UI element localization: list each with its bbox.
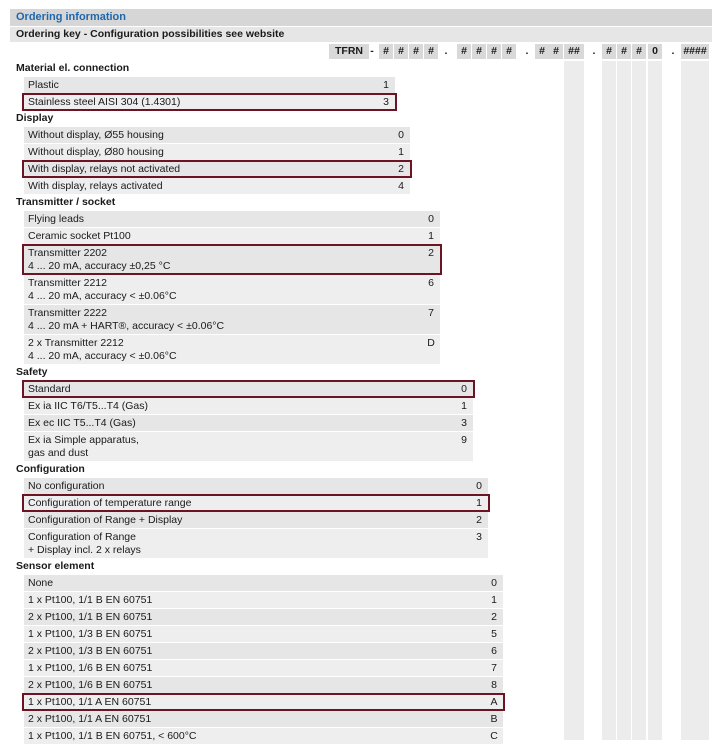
option-code: 6	[428, 277, 434, 289]
option-code: 3	[383, 96, 389, 108]
option-label: Without display, Ø80 housing	[28, 146, 164, 158]
option-code: 2	[491, 611, 497, 623]
option-row	[24, 575, 503, 591]
option-code: 1	[491, 594, 497, 606]
option-label: 2 x Pt100, 1/3 B EN 60751	[28, 645, 153, 657]
option-code: 0	[491, 577, 497, 589]
option-label: 1 x Pt100, 1/6 B EN 60751	[28, 662, 153, 674]
option-code: 6	[491, 645, 497, 657]
option-row	[24, 211, 440, 227]
option-row	[24, 77, 395, 93]
option-label-detail: + Display incl. 2 x relays	[28, 544, 141, 556]
option-label: With display, relays activated	[28, 180, 163, 192]
selected-option-highlight	[22, 693, 505, 711]
option-code: D	[427, 337, 435, 349]
option-label: 1 x Pt100, 1/1 B EN 60751, < 600°C	[28, 730, 197, 742]
option-label: Ex ia Simple apparatus,	[28, 434, 139, 446]
option-label: Transmitter 2222	[28, 307, 107, 319]
option-label: Flying leads	[28, 213, 85, 225]
option-label: Configuration of Range	[28, 531, 136, 543]
option-label: With display, relays not activated	[28, 163, 181, 175]
option-label: None	[28, 577, 54, 589]
option-label: 2 x Pt100, 1/1 B EN 60751	[28, 611, 153, 623]
option-label: 2 x Transmitter 2212	[28, 337, 124, 349]
ordering-key-placeholder: #	[398, 45, 404, 57]
section-title: Display	[16, 112, 54, 124]
ordering-key-separator: -	[370, 45, 374, 57]
option-label-detail: 4 ... 20 mA + HART®, accuracy < ±0.06°C	[28, 320, 225, 332]
option-code: 0	[461, 383, 467, 395]
option-code: 8	[491, 679, 497, 691]
option-code: C	[490, 730, 498, 742]
option-code: B	[490, 713, 498, 725]
option-label: Plastic	[28, 79, 59, 91]
ordering-key-placeholder: #	[491, 45, 497, 57]
option-code: 0	[476, 480, 482, 492]
selected-option-highlight	[22, 244, 442, 275]
option-code: 1	[476, 497, 482, 509]
option-code: 3	[461, 417, 467, 429]
selected-option-highlight	[22, 380, 475, 398]
option-code: 7	[428, 307, 434, 319]
ordering-key-placeholder: #	[476, 45, 482, 57]
ordering-key-placeholder: #	[383, 45, 389, 57]
option-label: 1 x Pt100, 1/3 B EN 60751	[28, 628, 153, 640]
option-label: No configuration	[28, 480, 105, 492]
option-code: 2	[398, 163, 404, 175]
option-label: Stainless steel AISI 304 (1.4301)	[28, 96, 181, 108]
ordering-key-placeholder: ##	[568, 45, 580, 57]
option-label: Configuration of temperature range	[28, 497, 192, 509]
ordering-key-separator: .	[525, 45, 529, 57]
option-code: 5	[491, 628, 497, 640]
option-code: 1	[398, 146, 404, 158]
ordering-key-placeholder: #	[636, 45, 642, 57]
ordering-key-placeholder: #	[461, 45, 467, 57]
selected-option-highlight	[22, 93, 397, 111]
ordering-key-placeholder: #	[553, 45, 559, 57]
ordering-key-column-stripe	[564, 61, 584, 740]
option-label: 2 x Pt100, 1/6 B EN 60751	[28, 679, 153, 691]
option-code: 2	[428, 247, 434, 259]
ordering-key-subtitle: Ordering key - Configuration possibilities see website	[16, 28, 285, 40]
option-label-detail: 4 ... 20 mA, accuracy < ±0.06°C	[28, 350, 177, 362]
selected-option-highlight	[22, 160, 412, 178]
option-code: 7	[491, 662, 497, 674]
ordering-key-placeholder: #	[539, 45, 545, 57]
option-label: 1 x Pt100, 1/1 B EN 60751	[28, 594, 153, 606]
section-title: Configuration	[16, 463, 85, 475]
option-code: 1	[383, 79, 389, 91]
option-label-detail: 4 ... 20 mA, accuracy ±0,25 °C	[28, 260, 171, 272]
ordering-key-prefix: TFRN	[335, 45, 363, 57]
option-code: 4	[398, 180, 404, 192]
option-label: 1 x Pt100, 1/1 A EN 60751	[28, 696, 152, 708]
option-label-detail: 4 ... 20 mA, accuracy < ±0.06°C	[28, 290, 177, 302]
selected-option-highlight	[22, 494, 490, 512]
ordering-key-placeholder: #	[428, 45, 434, 57]
option-label: Ex ec IIC T5...T4 (Gas)	[28, 417, 136, 429]
ordering-key-column-stripe	[681, 61, 709, 740]
option-code: 2	[476, 514, 482, 526]
page-title: Ordering information	[16, 11, 126, 23]
ordering-key-placeholder: #	[413, 45, 419, 57]
section-title: Material el. connection	[16, 62, 130, 74]
ordering-key-placeholder: #	[621, 45, 627, 57]
option-code: A	[490, 696, 498, 708]
option-label: Ceramic socket Pt100	[28, 230, 131, 242]
section-title: Safety	[16, 366, 48, 378]
option-code: 1	[428, 230, 434, 242]
ordering-key-column-stripe	[648, 61, 662, 740]
ordering-key-placeholder: 0	[652, 45, 658, 57]
ordering-key-column-stripe	[602, 61, 616, 740]
section-title: Transmitter / socket	[16, 196, 116, 208]
ordering-key-separator: .	[592, 45, 596, 57]
ordering-key-separator: .	[671, 45, 675, 57]
option-label: Without display, Ø55 housing	[28, 129, 164, 141]
option-code: 0	[428, 213, 434, 225]
option-label: Standard	[28, 383, 71, 395]
option-code: 1	[461, 400, 467, 412]
ordering-key-placeholder: #	[606, 45, 612, 57]
option-code: 0	[398, 129, 404, 141]
ordering-key-column-stripe	[617, 61, 631, 740]
ordering-key-separator: .	[444, 45, 448, 57]
option-label: 2 x Pt100, 1/1 A EN 60751	[28, 713, 152, 725]
option-code: 3	[476, 531, 482, 543]
ordering-key-placeholder: ####	[683, 45, 707, 57]
option-label: Transmitter 2202	[28, 247, 107, 259]
section-title: Sensor element	[16, 560, 95, 572]
option-code: 9	[461, 434, 467, 446]
ordering-key-column-stripe	[632, 61, 646, 740]
option-label: Ex ia IIC T6/T5...T4 (Gas)	[28, 400, 149, 412]
option-label: Transmitter 2212	[28, 277, 107, 289]
ordering-key-placeholder: #	[506, 45, 512, 57]
option-label-detail: gas and dust	[28, 447, 89, 459]
option-label: Configuration of Range + Display	[28, 514, 183, 526]
